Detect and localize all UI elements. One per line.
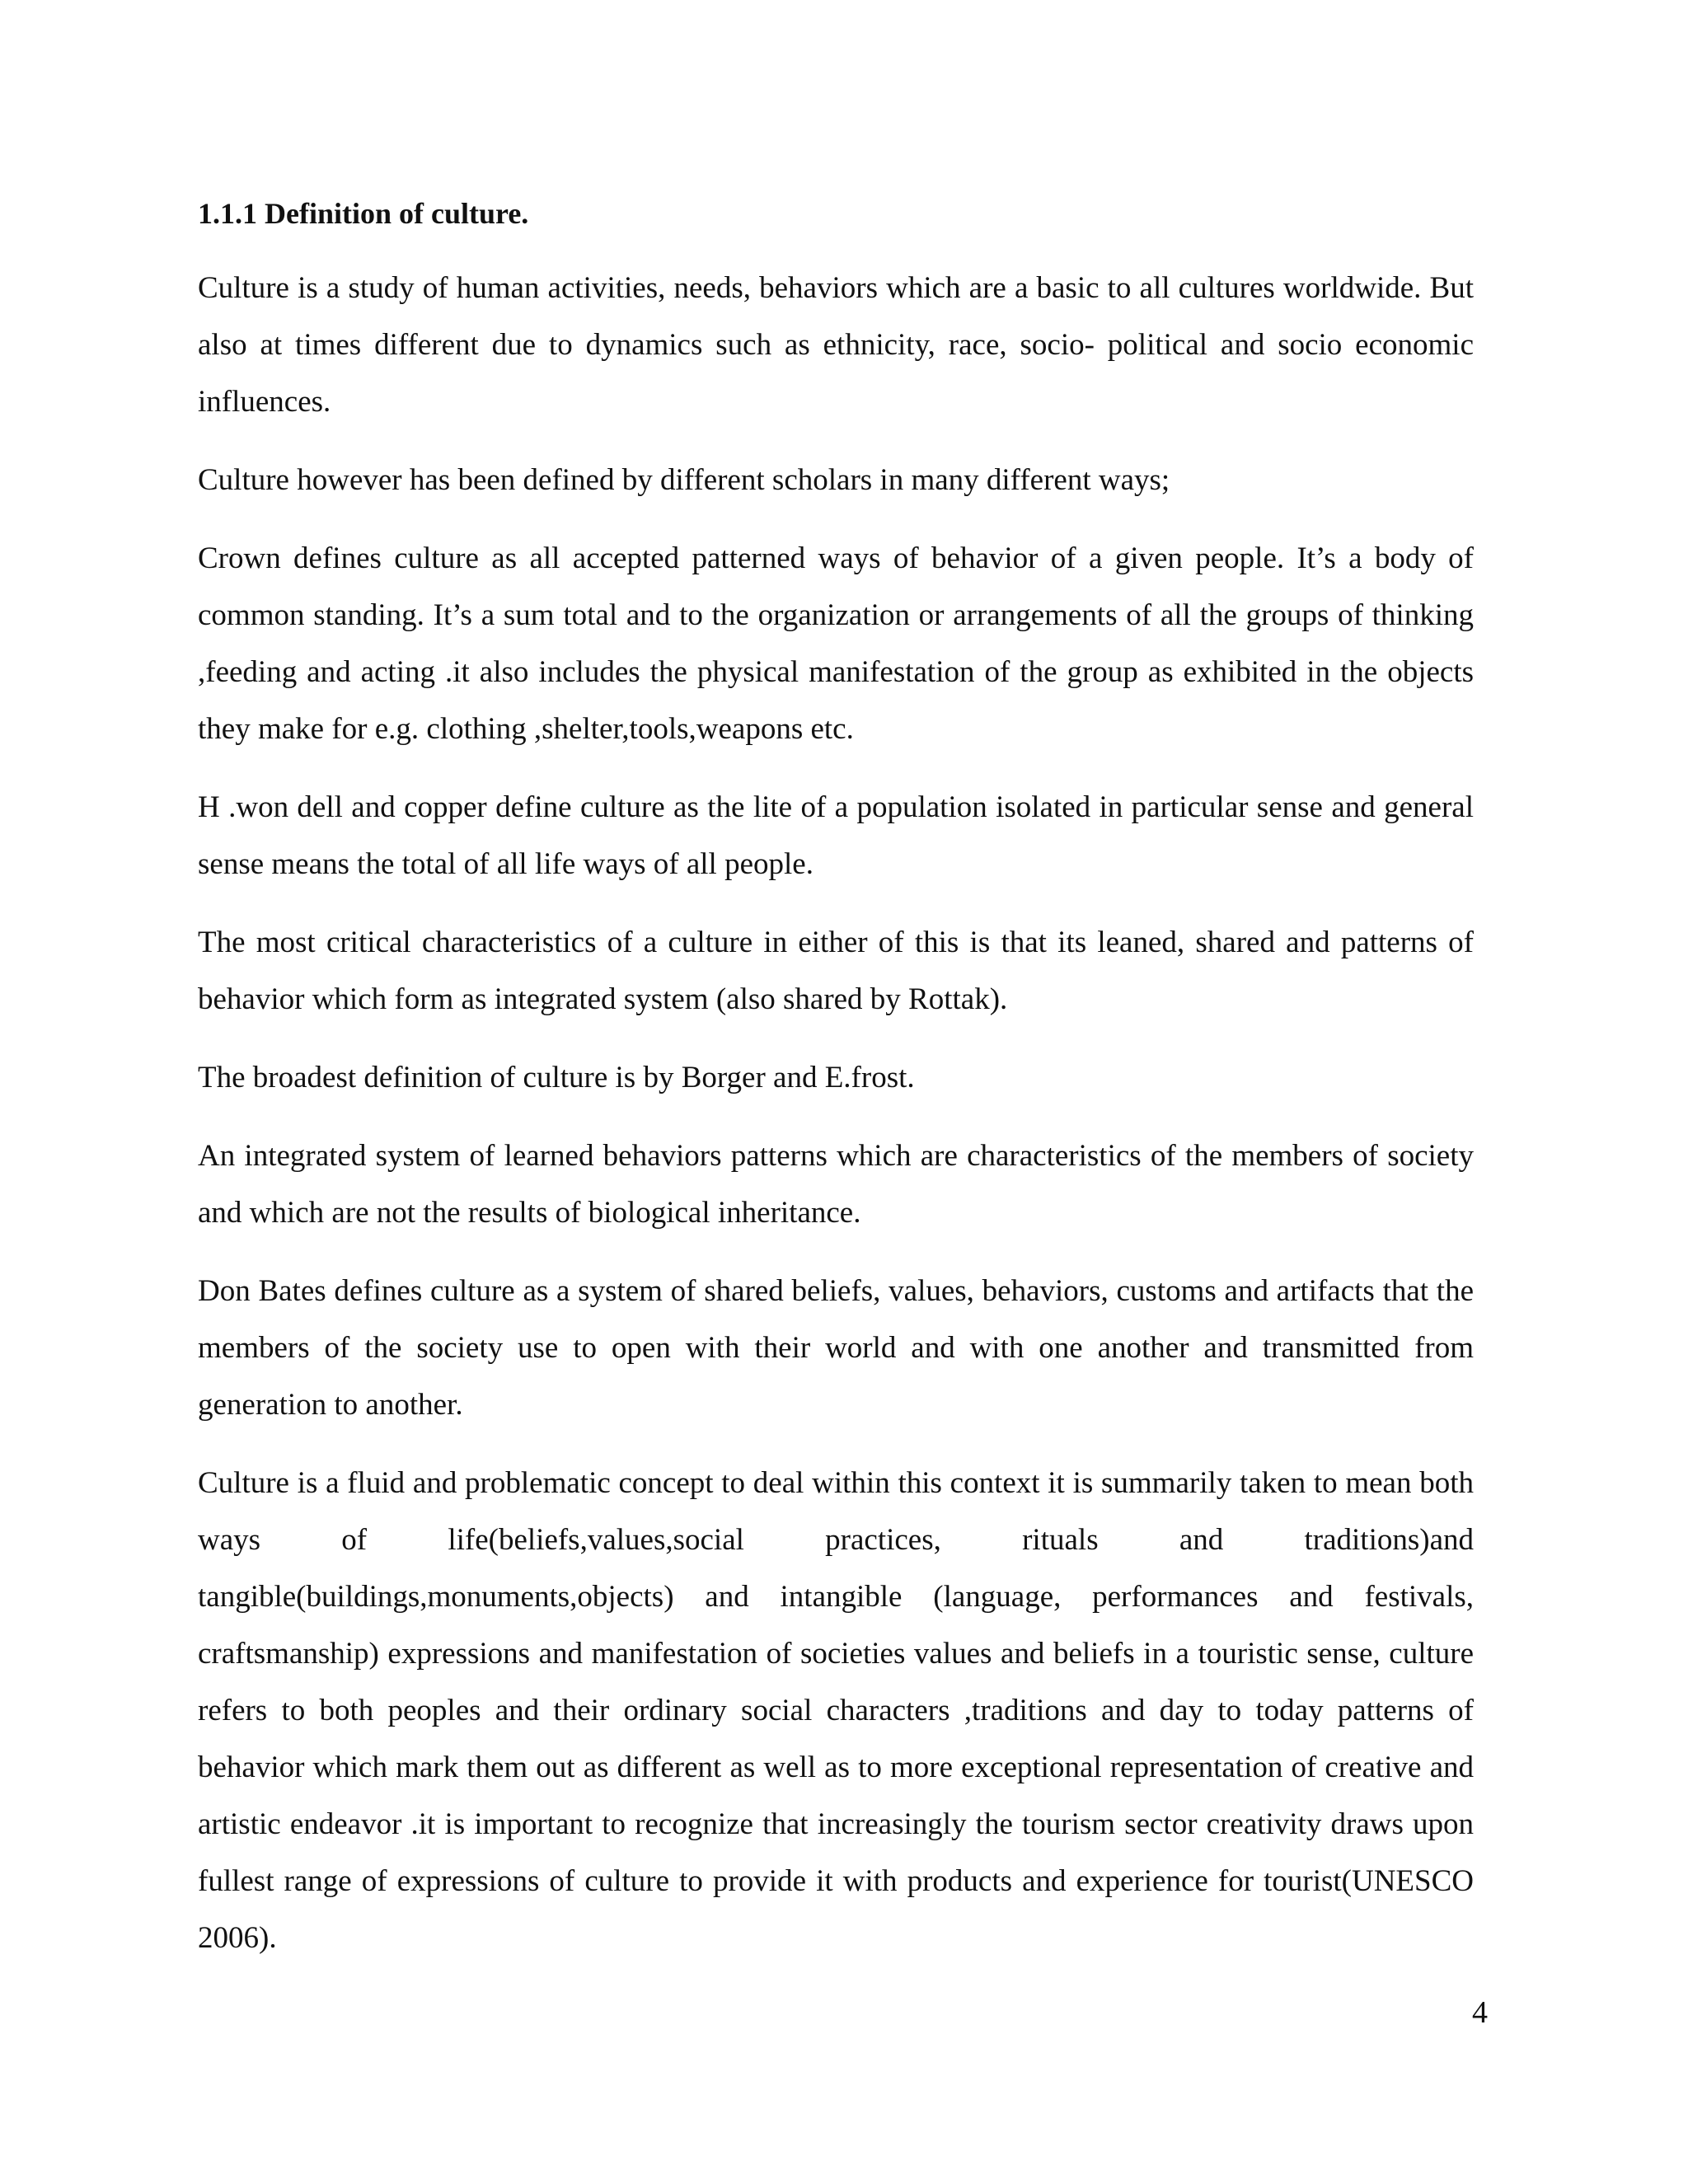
paragraph-don-bates-definition: Don Bates defines culture as a system of shared beliefs, values, behaviors, customs and artifacts that the members of the society use to open with their world and with one another and transmitted from generation to another. [198, 1274, 1474, 1422]
paragraph-integrated-system: An integrated system of learned behaviors patterns which are characteristics of the members of society and which are not the results of biological inheritance. [198, 1139, 1474, 1230]
page-number: 4 [1472, 1995, 1488, 2030]
paragraph-broadest-definition: The broadest definition of culture is by Borger and E.frost. [198, 1061, 915, 1095]
paragraph-scholars-intro: Culture however has been defined by different scholars in many different ways; [198, 463, 1170, 498]
paragraph-unesco-definition: Culture is a fluid and problematic concept to deal within this context it is summarily taken to mean both ways of life(beliefs,values,social practices, rituals and traditions)and tangible(buildings,monuments,objects) and intangible (language, performances and festivals, craftsmanship) expressions and manifestation of societies values and beliefs in a touristic sense, culture refers to both peoples and their ordinary social characters ,traditions and day to today patterns of behavior which mark them out as different as well as to more exceptional representation of creative and artistic endeavor .it is important to recognize that increasingly the tourism sector creativity draws upon fullest range of expressions of culture to provide it with products and experience for tourist(UNESCO 2006). [198, 1466, 1474, 1956]
paragraph-crown-definition: Crown defines culture as all accepted patterned ways of behavior of a given people. It’s a body of common standing. It’s a sum total and to the organization or arrangements of all the groups of thinking ,feeding and acting .it also includes the physical manifestation of the group as exhibited in the objects they make for e.g. clothing ,shelter,tools,weapons etc. [198, 541, 1474, 747]
section-heading: 1.1.1 Definition of culture. [198, 197, 529, 230]
page-content [198, 196, 1474, 1988]
paragraph-won-dell-definition: H .won dell and copper define culture as the lite of a population isolated in particular sense and general sense means the total of all life ways of all people. [198, 790, 1474, 882]
paragraph-critical-characteristics: The most critical characteristics of a culture in either of this is that its leaned, shared and patterns of behavior which form as integrated system (also shared by Rottak). [198, 926, 1474, 1017]
paragraph-culture-study: Culture is a study of human activities, needs, behaviors which are a basic to all cultures worldwide. But also at times different due to dynamics such as ethnicity, race, socio- political and socio economic influences. [198, 271, 1474, 419]
